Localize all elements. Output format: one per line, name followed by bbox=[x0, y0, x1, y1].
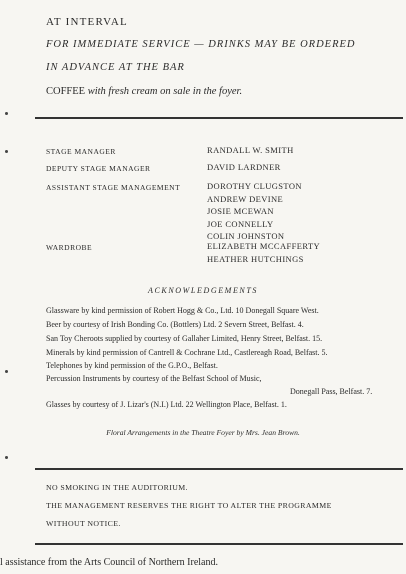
drinks-notice-line-2: IN ADVANCE AT THE BAR bbox=[46, 62, 185, 73]
management-notice-line-2: WITHOUT NOTICE. bbox=[46, 519, 121, 528]
crew-name: DAVID LARDNER bbox=[207, 162, 281, 172]
margin-mark bbox=[5, 456, 8, 459]
coffee-label: COFFEE bbox=[46, 86, 86, 97]
crew-name: ANDREW DEVINE bbox=[207, 193, 284, 204]
crew-role: ASSISTANT STAGE MANAGEMENT bbox=[46, 183, 181, 192]
ack-line: Glasses by courtesy of J. Lizar's (N.I.) Ltd. 22 Wellington Place, Belfast. 1. bbox=[46, 400, 287, 409]
floral-credit: Floral Arrangements in the Theatre Foyer by Mrs. Jean Brown. bbox=[106, 428, 300, 437]
divider-bottom bbox=[35, 543, 403, 545]
coffee-detail: with fresh cream on sale in the foyer. bbox=[87, 86, 243, 97]
ack-line: Glassware by kind permission of Robert Hogg & Co., Ltd. 10 Donegall Square West. bbox=[46, 306, 319, 315]
coffee-notice bbox=[46, 86, 242, 97]
crew-names bbox=[207, 180, 302, 243]
crew-name: JOE CONNELLY bbox=[207, 218, 274, 229]
margin-mark bbox=[5, 150, 8, 153]
crew-name: ELIZABETH MCCAFFERTY bbox=[207, 241, 321, 251]
crew-names bbox=[207, 240, 320, 265]
ack-line: Percussion Instruments by courtesy of the Belfast School of Music, bbox=[46, 374, 262, 383]
crew-names bbox=[207, 161, 281, 174]
crew-role: WARDROBE bbox=[46, 243, 93, 252]
ack-line: Beer by courtesy of Irish Bonding Co. (Bottlers) Ltd. 2 Severn Street, Belfast. 4. bbox=[46, 320, 304, 329]
crew-name: COLIN JOHNSTON bbox=[207, 231, 285, 242]
crew-role: STAGE MANAGER bbox=[46, 147, 116, 156]
ack-line: Telephones by kind permission of the G.P.O., Belfast. bbox=[46, 361, 218, 370]
crew-name: JOSIE MCEWAN bbox=[207, 206, 274, 217]
margin-mark bbox=[5, 112, 8, 115]
crew-name: HEATHER HUTCHINGS bbox=[207, 253, 304, 264]
management-notice-line-1: THE MANAGEMENT RESERVES THE RIGHT TO ALTER THE PROGRAMME bbox=[46, 501, 332, 510]
no-smoking-notice: NO SMOKING IN THE AUDITORIUM. bbox=[46, 483, 188, 492]
acknowledgements-heading: ACKNOWLEDGEMENTS bbox=[147, 286, 259, 295]
arts-council-footer: l assistance from the Arts Council of Northern Ireland. bbox=[0, 557, 218, 568]
divider-middle bbox=[35, 468, 403, 470]
margin-mark bbox=[5, 370, 8, 373]
ack-line: Minerals by kind permission of Cantrell & Cochrane Ltd., Castlereagh Road, Belfast. 5. bbox=[46, 348, 328, 357]
crew-name: RANDALL W. SMITH bbox=[207, 145, 294, 155]
drinks-notice-line-1: FOR IMMEDIATE SERVICE — DRINKS MAY BE ORDERED bbox=[46, 39, 356, 50]
interval-title: AT INTERVAL bbox=[46, 16, 128, 28]
divider-top bbox=[35, 117, 403, 119]
crew-role: DEPUTY STAGE MANAGER bbox=[46, 164, 151, 173]
ack-line: San Toy Cheroots supplied by courtesy of Gallaher Limited, Henry Street, Belfast. 15. bbox=[46, 334, 323, 343]
crew-names bbox=[207, 144, 294, 157]
crew-name: DOROTHY CLUGSTON bbox=[207, 181, 302, 191]
ack-line-continuation: Donegall Pass, Belfast. 7. bbox=[290, 387, 373, 396]
